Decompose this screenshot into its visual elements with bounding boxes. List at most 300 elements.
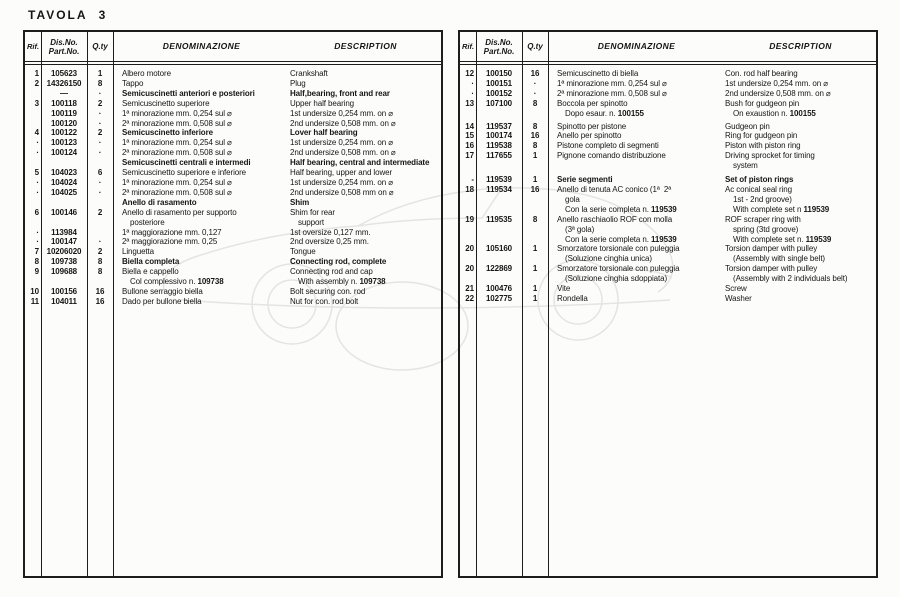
part-number-cell: 119538	[486, 141, 512, 151]
part-number-cell: 100156	[50, 286, 78, 296]
qty-cell: 8	[97, 257, 103, 267]
qty-cell: 8	[532, 141, 538, 151]
qty-cell: ·	[98, 108, 102, 118]
text-line: Nut for con. rod bolt	[290, 296, 359, 306]
text-line: Piston with piston ring	[725, 141, 801, 151]
column-divider	[548, 32, 549, 576]
col-header-disno-line: Dis.No.	[50, 37, 78, 47]
qty-cell: ·	[98, 148, 102, 158]
text-line: 2ª minorazione mm. 0,508 sul ⌀	[122, 118, 232, 128]
text-line: Half,bearing, front and rear	[290, 88, 390, 98]
qty-cell: 1	[97, 69, 103, 78]
denominazione-cell	[113, 198, 290, 208]
text-line: Con la serie completa n. 119539	[565, 204, 677, 214]
denominazione-cell	[113, 109, 290, 119]
denominazione-cell	[548, 131, 725, 141]
denominazione-cell	[113, 148, 290, 158]
col-header-disno-line: Dis.No.	[485, 37, 513, 47]
row-main	[548, 185, 876, 215]
rif-cell: 19	[465, 214, 474, 224]
text-line: With complete set n 119539	[733, 204, 830, 214]
rif-cell: 14	[465, 121, 474, 131]
part-number-cell: 100122	[50, 128, 78, 138]
text-line: Driving sprocket for timing	[725, 151, 815, 161]
qty-cell: 2	[97, 128, 103, 138]
text-line: Pignone comando distribuzione	[557, 151, 666, 161]
rif-cell: 17	[465, 151, 474, 161]
text-line: Lover half bearing	[290, 128, 358, 138]
text-line: Connecting rod and cap	[290, 267, 373, 277]
description-cell	[290, 138, 441, 148]
denominazione-cell	[548, 244, 725, 264]
col-header-denominazione: DENOMINAZIONE	[162, 41, 241, 51]
page-number: 3	[98, 8, 108, 22]
text-line: 1st undersize 0,254 mm. on ⌀	[290, 177, 393, 187]
text-line: 2ª minorazione mm. 0,508 sul ⌀	[122, 187, 232, 197]
qty-cell: ·	[98, 88, 102, 98]
text-line: Half bearing, upper and lower	[290, 168, 393, 178]
col-header-rif: Rif.	[461, 42, 475, 51]
text-line: Screw	[725, 284, 747, 294]
text-line: Shim for rear	[290, 207, 335, 217]
part-number-cell: 104023	[50, 168, 78, 178]
text-line: Gudgeon pin	[725, 121, 770, 131]
text-line: 1ª maggiorazione mm. 0,127	[122, 227, 222, 237]
description-cell	[290, 188, 441, 198]
text-line: Rondella	[557, 293, 588, 303]
text-line: Ring for gudgeon pin	[725, 131, 798, 141]
text-line: Anello di rasamento per supporto	[122, 207, 237, 217]
denominazione-cell	[548, 264, 725, 284]
denominazione-cell	[113, 138, 290, 148]
text-line: Bolt securing con. rod	[290, 286, 366, 296]
rif-cell: 11	[30, 296, 39, 306]
denominazione-cell	[113, 89, 290, 99]
text-line: Con la serie completa n. 119539	[565, 234, 677, 244]
denominazione-cell	[113, 208, 290, 228]
col-header-partno	[476, 38, 522, 56]
description-cell	[290, 99, 441, 109]
denominazione-cell	[113, 158, 290, 168]
rif-cell: 20	[465, 264, 474, 274]
denominazione-cell	[113, 257, 290, 267]
rif-cell: 1	[34, 69, 39, 78]
denominazione-cell	[113, 247, 290, 257]
part-number-cell: 100120	[50, 118, 78, 128]
rif-cell	[25, 119, 41, 129]
part-number-cell: 105623	[50, 69, 78, 78]
rif-cell: 8	[34, 257, 39, 267]
text-line: Bullone serraggio biella	[122, 286, 203, 296]
rif-cell: 22	[465, 293, 474, 303]
text-line: gola	[565, 194, 580, 204]
qty-cell: 2	[97, 98, 103, 108]
part-number-cell: 102775	[485, 293, 513, 303]
row-main	[113, 69, 441, 79]
part-number-cell: 100124	[50, 148, 78, 158]
text-line: Smorzatore torsionale con puleggia	[557, 264, 680, 274]
rif-cell: 9	[34, 267, 39, 277]
text-line: 1st undersize 0,254 mm. on ⌀	[290, 108, 393, 118]
denominazione-cell	[113, 178, 290, 188]
row-main	[548, 264, 876, 284]
qty-cell: 8	[97, 78, 103, 88]
qty-cell: ·	[98, 138, 102, 148]
part-number-cell	[41, 158, 87, 168]
text-line: On exaustion n. 100155	[733, 108, 816, 118]
text-line: Vite	[557, 284, 571, 294]
qty-cell: 1	[532, 175, 538, 185]
text-line: Tongue	[290, 247, 316, 257]
row-main	[113, 158, 441, 168]
rif-cell: 7	[34, 247, 39, 257]
row-main	[548, 89, 876, 99]
col-header-partno-line: Part.No.	[48, 46, 80, 56]
description-cell	[725, 89, 876, 99]
text-line: Semicuscinetti centrali e intermedi	[122, 158, 251, 168]
description-cell	[290, 228, 441, 238]
row-main	[548, 294, 876, 304]
parts-table-left	[23, 30, 443, 578]
rif-cell: -	[471, 175, 474, 185]
text-line: Torsion damper with pulley	[725, 244, 818, 254]
rif-cell: 16	[465, 141, 474, 151]
text-line: 2ª minorazione mm. 0,508 sul ⌀	[557, 88, 667, 98]
denominazione-cell	[548, 141, 725, 151]
row-main	[113, 99, 441, 109]
text-line: 2ª minorazione mm. 0,508 sul ⌀	[122, 148, 232, 158]
denominazione-cell	[548, 151, 725, 171]
description-cell	[725, 79, 876, 89]
text-line: Semicuscinetto superiore e inferiore	[122, 168, 247, 178]
qty-cell: 1	[532, 151, 538, 161]
part-number-cell: 122869	[485, 264, 513, 274]
qty-cell: 8	[532, 98, 538, 108]
row-main	[113, 237, 441, 247]
denominazione-cell	[548, 185, 725, 215]
description-cell	[290, 79, 441, 89]
text-line: Crankshaft	[290, 69, 328, 78]
description-cell	[290, 128, 441, 138]
text-line: Dopo esaur. n. 100155	[565, 108, 644, 118]
rif-cell	[25, 198, 41, 208]
qty-cell: 16	[530, 69, 540, 78]
row-main	[548, 175, 876, 185]
text-line: 2nd undersize 0,508 mm. on ⌀	[725, 88, 831, 98]
row-main	[548, 79, 876, 89]
description-cell	[725, 122, 876, 132]
part-number-cell: 104025	[50, 187, 78, 197]
text-line: 1st undersize 0,254 mm. on ⌀	[725, 78, 828, 88]
qty-cell: 16	[530, 131, 540, 141]
col-header-description: DESCRIPTION	[334, 41, 397, 51]
col-header-rif: Rif.	[26, 42, 40, 51]
denominazione-cell	[548, 215, 725, 245]
description-cell	[290, 257, 441, 267]
row-main	[113, 228, 441, 238]
text-line: Anello per spinotto	[557, 131, 622, 141]
description-cell	[290, 208, 441, 228]
description-cell	[290, 287, 441, 297]
part-number-cell: 14326150	[46, 78, 82, 88]
rif-cell: 5	[34, 168, 39, 178]
description-cell	[290, 297, 441, 307]
column-divider	[113, 32, 114, 576]
row-main	[113, 89, 441, 99]
part-number-cell	[41, 198, 87, 208]
rif-cell: 21	[465, 284, 474, 294]
part-number-cell: 104024	[50, 177, 78, 187]
row-main	[113, 297, 441, 307]
denominazione-cell	[113, 128, 290, 138]
rif-cell: 15	[465, 131, 474, 141]
text-line: Set of piston rings	[725, 175, 794, 185]
rif-cell: ·	[36, 237, 39, 247]
part-number-cell: 100123	[50, 138, 78, 148]
text-line: Col complessivo n. 109738	[130, 277, 224, 287]
description-cell	[725, 294, 876, 304]
description-cell	[725, 244, 876, 264]
text-line: Smorzatore torsionale con puleggia	[557, 244, 680, 254]
col-header-qty: Q.ty	[92, 42, 108, 51]
rif-cell: 10	[30, 286, 39, 296]
part-number-cell: 10206020	[46, 247, 82, 257]
part-number-cell: 100118	[51, 98, 77, 108]
part-number-cell: 100152	[485, 88, 513, 98]
text-line: Albero motore	[122, 69, 171, 78]
denominazione-cell	[548, 69, 725, 79]
row-main	[113, 128, 441, 138]
row-main	[113, 79, 441, 89]
qty-cell: 1	[532, 244, 538, 254]
text-line: (Assembly with 2 individuals belt)	[733, 274, 848, 284]
row-main	[113, 109, 441, 119]
text-line: Semicuscinetto inferiore	[122, 128, 213, 138]
rif-cell: 6	[34, 207, 39, 217]
row-main	[548, 99, 876, 119]
rif-cell: ·	[471, 88, 474, 98]
row-main	[548, 69, 876, 79]
col-header-main	[113, 42, 441, 51]
qty-cell: 8	[97, 267, 103, 277]
row-main	[113, 119, 441, 129]
col-header-main	[548, 42, 876, 51]
qty-cell: 16	[95, 296, 105, 306]
text-line: 2nd oversize 0,25 mm.	[290, 237, 369, 247]
description-cell	[725, 264, 876, 284]
qty-cell: 16	[95, 286, 105, 296]
rif-cell	[25, 89, 41, 99]
description-cell	[290, 89, 441, 99]
text-line: Semicuscinetto di biella	[557, 69, 639, 78]
part-number-cell: 119534	[486, 184, 512, 194]
text-line: Bush for gudgeon pin	[725, 98, 800, 108]
row-main	[113, 178, 441, 188]
text-line: Half bearing, central and intermediate	[290, 158, 430, 168]
qty-cell: ·	[98, 118, 102, 128]
denominazione-cell	[113, 267, 290, 287]
column-divider	[476, 32, 477, 576]
text-line: 2nd undersize 0,508 mm. on ⌀	[290, 148, 396, 158]
text-line: Spinotto per pistone	[557, 121, 627, 131]
row-main	[548, 122, 876, 132]
text-line: Tappo	[122, 78, 144, 88]
col-header-description: DESCRIPTION	[769, 41, 832, 51]
qty-cell: ·	[98, 187, 102, 197]
col-header-partno-line: Part.No.	[483, 46, 515, 56]
denominazione-cell	[548, 294, 725, 304]
row-main	[113, 208, 441, 228]
row-main	[548, 215, 876, 245]
text-line: 1ª minorazione mm. 0,254 sul ⌀	[122, 138, 232, 148]
denominazione-cell	[113, 69, 290, 79]
part-number-cell: 117655	[486, 151, 512, 161]
denominazione-cell	[113, 237, 290, 247]
denominazione-cell	[113, 119, 290, 129]
row-main	[548, 131, 876, 141]
qty-cell: 6	[97, 168, 103, 178]
text-line: Boccola per spinotto	[557, 98, 628, 108]
text-line: Plug	[290, 78, 306, 88]
part-number-cell: 119537	[486, 121, 512, 131]
qty-cell: ·	[533, 78, 537, 88]
rif-cell: 13	[465, 98, 474, 108]
text-line: With assembly n. 109738	[298, 277, 386, 287]
denominazione-cell	[548, 79, 725, 89]
text-line: Washer	[725, 293, 752, 303]
text-line: Semicuscinetti anteriori e posteriori	[122, 88, 255, 98]
description-cell	[725, 141, 876, 151]
text-line: posteriore	[130, 217, 165, 227]
text-line: 1ª minorazione mm. 0,254 sul ⌀	[122, 108, 232, 118]
text-line: Biella completa	[122, 257, 180, 267]
description-cell	[290, 247, 441, 257]
qty-cell: 8	[532, 214, 538, 224]
column-divider	[87, 32, 88, 576]
description-cell	[290, 109, 441, 119]
qty-cell: 2	[97, 247, 103, 257]
text-line: Anello raschiaolio ROF con molla	[557, 214, 673, 224]
description-cell	[290, 237, 441, 247]
qty-cell	[87, 198, 113, 208]
text-line: (3ª gola)	[565, 224, 595, 234]
part-number-cell: —	[60, 88, 68, 98]
description-cell	[290, 168, 441, 178]
qty-cell: 16	[530, 184, 540, 194]
qty-cell	[87, 228, 113, 238]
qty-cell: 8	[532, 121, 538, 131]
column-divider	[522, 32, 523, 576]
page-title-text: TAVOLA	[28, 8, 88, 22]
part-number-cell: 100174	[485, 131, 513, 141]
part-number-cell: 107100	[485, 98, 513, 108]
row-main	[113, 188, 441, 198]
denominazione-cell	[113, 228, 290, 238]
row-main	[548, 151, 876, 171]
row-main	[548, 284, 876, 294]
row-main	[113, 138, 441, 148]
qty-cell: 1	[532, 293, 538, 303]
rif-cell	[25, 158, 41, 168]
denominazione-cell	[113, 99, 290, 109]
qty-cell: ·	[98, 177, 102, 187]
col-header-partno	[41, 38, 87, 56]
text-line: spring (3td groove)	[733, 224, 799, 234]
text-line: Upper half bearing	[290, 98, 355, 108]
rif-cell: 3	[34, 98, 39, 108]
part-number-cell: 100119	[51, 108, 77, 118]
part-number-cell: 113984	[51, 227, 77, 237]
rif-cell: ·	[471, 78, 474, 88]
description-cell	[290, 267, 441, 287]
text-line: 2nd undersize 0,508 mm on ⌀	[290, 187, 394, 197]
text-line: Serie segmenti	[557, 175, 613, 185]
rif-cell: 4	[34, 128, 39, 138]
row-main	[548, 141, 876, 151]
denominazione-cell	[548, 122, 725, 132]
denominazione-cell	[548, 175, 725, 185]
description-cell	[725, 185, 876, 215]
part-number-cell: 105160	[485, 244, 513, 254]
text-line: (Soluzione cinghia sdoppiata)	[565, 274, 668, 284]
qty-cell	[87, 158, 113, 168]
description-cell	[725, 99, 876, 119]
text-line: Con. rod half bearing	[725, 69, 798, 78]
text-line: Semicuscinetto superiore	[122, 98, 210, 108]
text-line: Linguetta	[122, 247, 155, 257]
description-cell	[725, 69, 876, 79]
text-line: 1st oversize 0,127 mm.	[290, 227, 371, 237]
text-line: Anello di tenuta AC conico (1ª 2ª	[557, 184, 672, 194]
text-line: 1ª minorazione mm. 0,254 sul ⌀	[122, 177, 232, 187]
denominazione-cell	[113, 188, 290, 198]
row-main	[548, 244, 876, 264]
rif-cell: ·	[36, 227, 39, 237]
part-number-cell: 109738	[50, 257, 78, 267]
denominazione-cell	[548, 89, 725, 99]
text-line: Shim	[290, 197, 310, 207]
denominazione-cell	[113, 297, 290, 307]
row-main	[113, 148, 441, 158]
qty-cell: 1	[532, 264, 538, 274]
text-line: 1st - 2nd groove)	[733, 194, 792, 204]
qty-cell: ·	[533, 88, 537, 98]
column-divider	[41, 32, 42, 576]
qty-cell: 1	[532, 284, 538, 294]
part-number-cell: 100146	[50, 207, 78, 217]
text-line: ROF scraper ring with	[725, 214, 801, 224]
description-cell	[290, 69, 441, 79]
description-cell	[290, 148, 441, 158]
part-number-cell: 119535	[486, 214, 512, 224]
denominazione-cell	[548, 284, 725, 294]
part-number-cell: 100151	[485, 78, 513, 88]
text-line: (Assembly with single belt)	[733, 254, 825, 264]
text-line: Connecting rod, complete	[290, 257, 387, 267]
text-line: Dado per bullone biella	[122, 296, 202, 306]
description-cell	[290, 198, 441, 208]
text-line: (Soluzione cinghia unica)	[565, 254, 652, 264]
text-line: 2ª maggiorazione mm. 0,25	[122, 237, 218, 247]
rif-cell: 20	[465, 244, 474, 254]
rif-cell: ·	[36, 187, 39, 197]
rif-cell	[25, 109, 41, 119]
qty-cell: 2	[97, 207, 103, 217]
description-cell	[725, 284, 876, 294]
text-line: 2nd undersize 0,508 mm. on ⌀	[290, 118, 396, 128]
text-line: Biella e cappello	[122, 267, 179, 277]
description-cell	[290, 119, 441, 129]
